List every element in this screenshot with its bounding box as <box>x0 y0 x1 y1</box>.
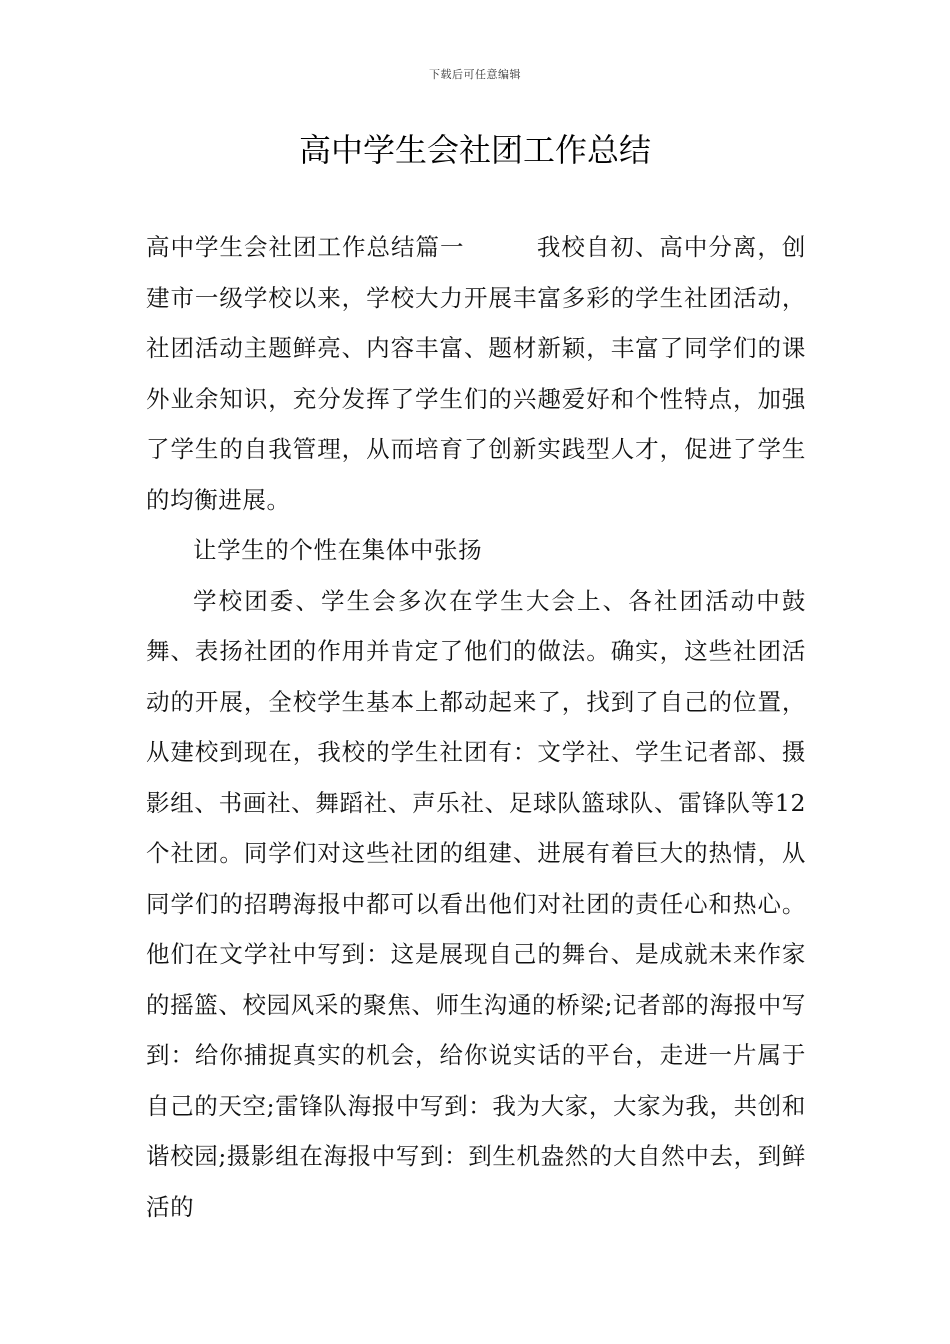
lead-paragraph <box>146 222 806 525</box>
lead-text: 我校自初、高中分离，创建市一级学校以来，学校大力开展丰富多彩的学生社团活动，社团活动主题鲜亮、内容丰富、题材新颖，丰富了同学们的课外业余知识，充分发挥了学生们的兴趣爱好和个性特点，加强了学生的自我管理，从而培育了创新实践型人才，促进了学生的均衡进展。 <box>146 233 806 514</box>
section-subheading: 让学生的个性在集体中张扬 <box>193 536 483 564</box>
document-body <box>146 222 806 1232</box>
body-paragraph: 学校团委、学生会多次在学生大会上、各社团活动中鼓舞、表扬社团的作用并肯定了他们的做法。确实，这些社团活动的开展，全校学生基本上都动起来了，找到了自己的位置，从建校到现在，我校的学生社团有：文学社、学生记者部、摄影组、书画社、舞蹈社、声乐社、足球队篮球队、雷锋队等12个社团。同学们对这些社团的组建、进展有着巨大的热情，从同学们的招聘海报中都可以看出他们对社团的责任心和热心。他们在文学社中写到：这是展现自己的舞台、是成就未来作家的摇篮、校园风采的聚焦、师生沟通的桥梁;记者部的海报中写到：给你捕捉真实的机会，给你说实话的平台，走进一片属于自己的天空;雷锋队海报中写到：我为大家，大家为我，共创和谐校园;摄影组在海报中写到：到生机盎然的大自然中去，到鲜活的 <box>146 586 806 1221</box>
lead-heading: 高中学生会社团工作总结篇一 <box>146 233 465 261</box>
document-title: 高中学生会社团工作总结 <box>298 131 651 169</box>
page-header-note: 下载后可任意编辑 <box>429 68 521 81</box>
